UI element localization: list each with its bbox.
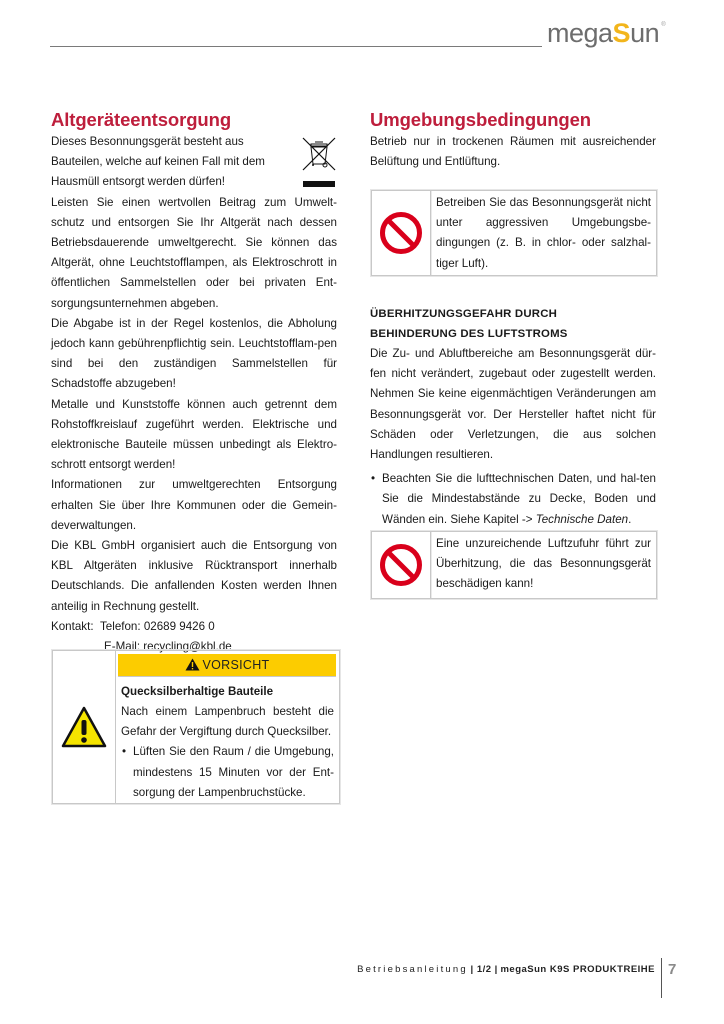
bullet-end: . <box>628 512 632 526</box>
logo-highlight: S <box>612 18 631 48</box>
overheating-paragraph: Die Zu- und Abluftbereiche am Besonnungsgerät dür-fen nicht verändert, zugebaut oder zugestellt werden. Nehmen Sie keine eigenmächtigen Veränderungen am Besonnungsgerät vor. Der Hersteller haftet nicht für Schäden oder Verletzungen, die aus solchen Handlungen resultieren. <box>370 347 656 462</box>
footer-doc-title: Betriebsanleitung <box>357 964 468 975</box>
caution-title: Quecksilberhaltige Bauteile <box>121 684 274 698</box>
overheating-heading-line-1: ÜBERHITZUNGSGEFAHR DURCH <box>370 308 558 320</box>
caution-banner <box>118 654 336 677</box>
contact-phone: Telefon: 02689 9426 0 <box>100 619 215 633</box>
environment-intro: Betrieb nur in trockenen Räumen mit ausreichender Belüftung und Entlüftung. <box>370 135 656 169</box>
overheating-section <box>370 304 656 530</box>
paragraph-environment: Leisten Sie einen wertvollen Beitrag zum Umwelt-schutz und entsorgen Sie Ihr Altgerät nach dessen Betriebsdauerende umweltgerecht. Sie können das Altgerät, ohne Leuchtstofflampen, als Elektroschrott in öffentlichen Sammelstellen oder bei privaten Ent-sorgungsunternehmen abgeben. <box>51 195 337 310</box>
notice-text: Betreiben Sie das Besonnungsgerät nicht unter aggressiven Umgebungsbe-dingungen (z. B. in chlor- oder salzhal-tiger Luft). <box>436 196 651 270</box>
contact-email[interactable]: E-Mail: recycling@kbl.de <box>104 640 232 654</box>
caution-body <box>116 677 339 803</box>
notice-icon-cell <box>372 191 431 275</box>
intro-line-3: Hausmüll entsorgt werden dürfen! <box>51 175 225 189</box>
warning-triangle-icon <box>61 706 107 748</box>
disposal-intro <box>51 132 337 193</box>
notice-aggressive-environment <box>371 190 657 276</box>
disposal-heading: Altgeräteentsorgung <box>51 109 232 130</box>
prohibition-sign-icon <box>379 211 423 255</box>
caution-banner-label: VORSICHT <box>202 657 270 672</box>
environment-heading: Umgebungsbedingungen <box>370 109 592 130</box>
environment-section <box>370 108 656 172</box>
overheating-heading-line-2: BEHINDERUNG DES LUFTSTROMS <box>370 328 568 340</box>
logo-suffix: un <box>630 18 660 48</box>
paragraph-fees: Die Abgabe ist in der Regel kostenlos, die Abholung jedoch kann gebührenpflichtig sein. Leuchtstofflam-pen sind bei den zuständigen Sammelstellen für Schadstoffe abzugeben! <box>51 316 337 391</box>
crossed-out-wheelie-bin-icon <box>301 137 337 189</box>
notice-text: Eine unzureichende Luftzufuhr führt zur Überhitzung, die das Besonnungsgerät beschädigen kann! <box>436 537 651 591</box>
contact-line <box>51 617 337 637</box>
warning-small-icon <box>185 658 200 671</box>
bullet-text: Beachten Sie die lufttechnischen Daten, und hal-ten Sie die Mindestabstände zu Decke, Boden und Wänden ein. Siehe Kapitel -> <box>382 472 656 526</box>
overheating-bullet <box>370 469 656 530</box>
technical-data-reference[interactable]: Technische Daten <box>535 512 629 526</box>
notice-icon-cell <box>372 532 431 598</box>
footer-part: | 1/2 | <box>470 964 498 975</box>
caution-bullet: • Lüften Sie den Raum / die Umgebung, mindestens 15 Minuten vor der Ent-sorgung der Lampenbruchstücke. <box>121 742 334 803</box>
page-number: 7 <box>668 961 677 978</box>
megasun-logo <box>547 18 666 49</box>
prohibition-sign-icon <box>379 543 423 587</box>
caution-text: Nach einem Lampenbruch besteht die Gefahr der Vergiftung durch Quecksilber. <box>121 704 334 739</box>
footer-product: megaSun K9S PRODUKTREIHE <box>500 964 655 975</box>
caution-box <box>52 650 340 804</box>
caution-icon-cell <box>53 651 116 803</box>
contact-label: Kontakt: <box>51 619 94 633</box>
registered-mark: ® <box>661 22 666 28</box>
paragraph-materials: Metalle und Kunststoffe können auch getrennt dem Rohstoffkreislauf zugeführt werden. Elektrische und elektronische Bauteile müssen unbedingt als Elektro-schrott entsorgt werden! <box>51 397 337 472</box>
footer-divider <box>661 958 662 998</box>
disposal-section <box>51 108 337 657</box>
intro-line-1: Dieses Besonnungsgerät besteht aus <box>51 135 244 148</box>
intro-line-2: Bauteilen, welche auf keinen Fall mit dem <box>51 155 265 169</box>
logo-prefix: mega <box>547 18 613 48</box>
caution-content-cell <box>116 651 339 803</box>
page-footer <box>320 964 655 975</box>
paragraph-information: Informationen zur umweltgerechten Entsorgung erhalten Sie über Ihre Kommunen oder die Gemein-deverwaltungen. <box>51 478 337 532</box>
notice-air-supply <box>371 531 657 599</box>
paragraph-kbl: Die KBL GmbH organisiert auch die Entsorgung von KBL Altgeräten inklusive Rücktransport innerhalb Deutschlands. Die anfallenden Kosten werden Ihnen anteilig in Rechnung gestellt. <box>51 539 337 613</box>
header-rule <box>50 46 542 47</box>
